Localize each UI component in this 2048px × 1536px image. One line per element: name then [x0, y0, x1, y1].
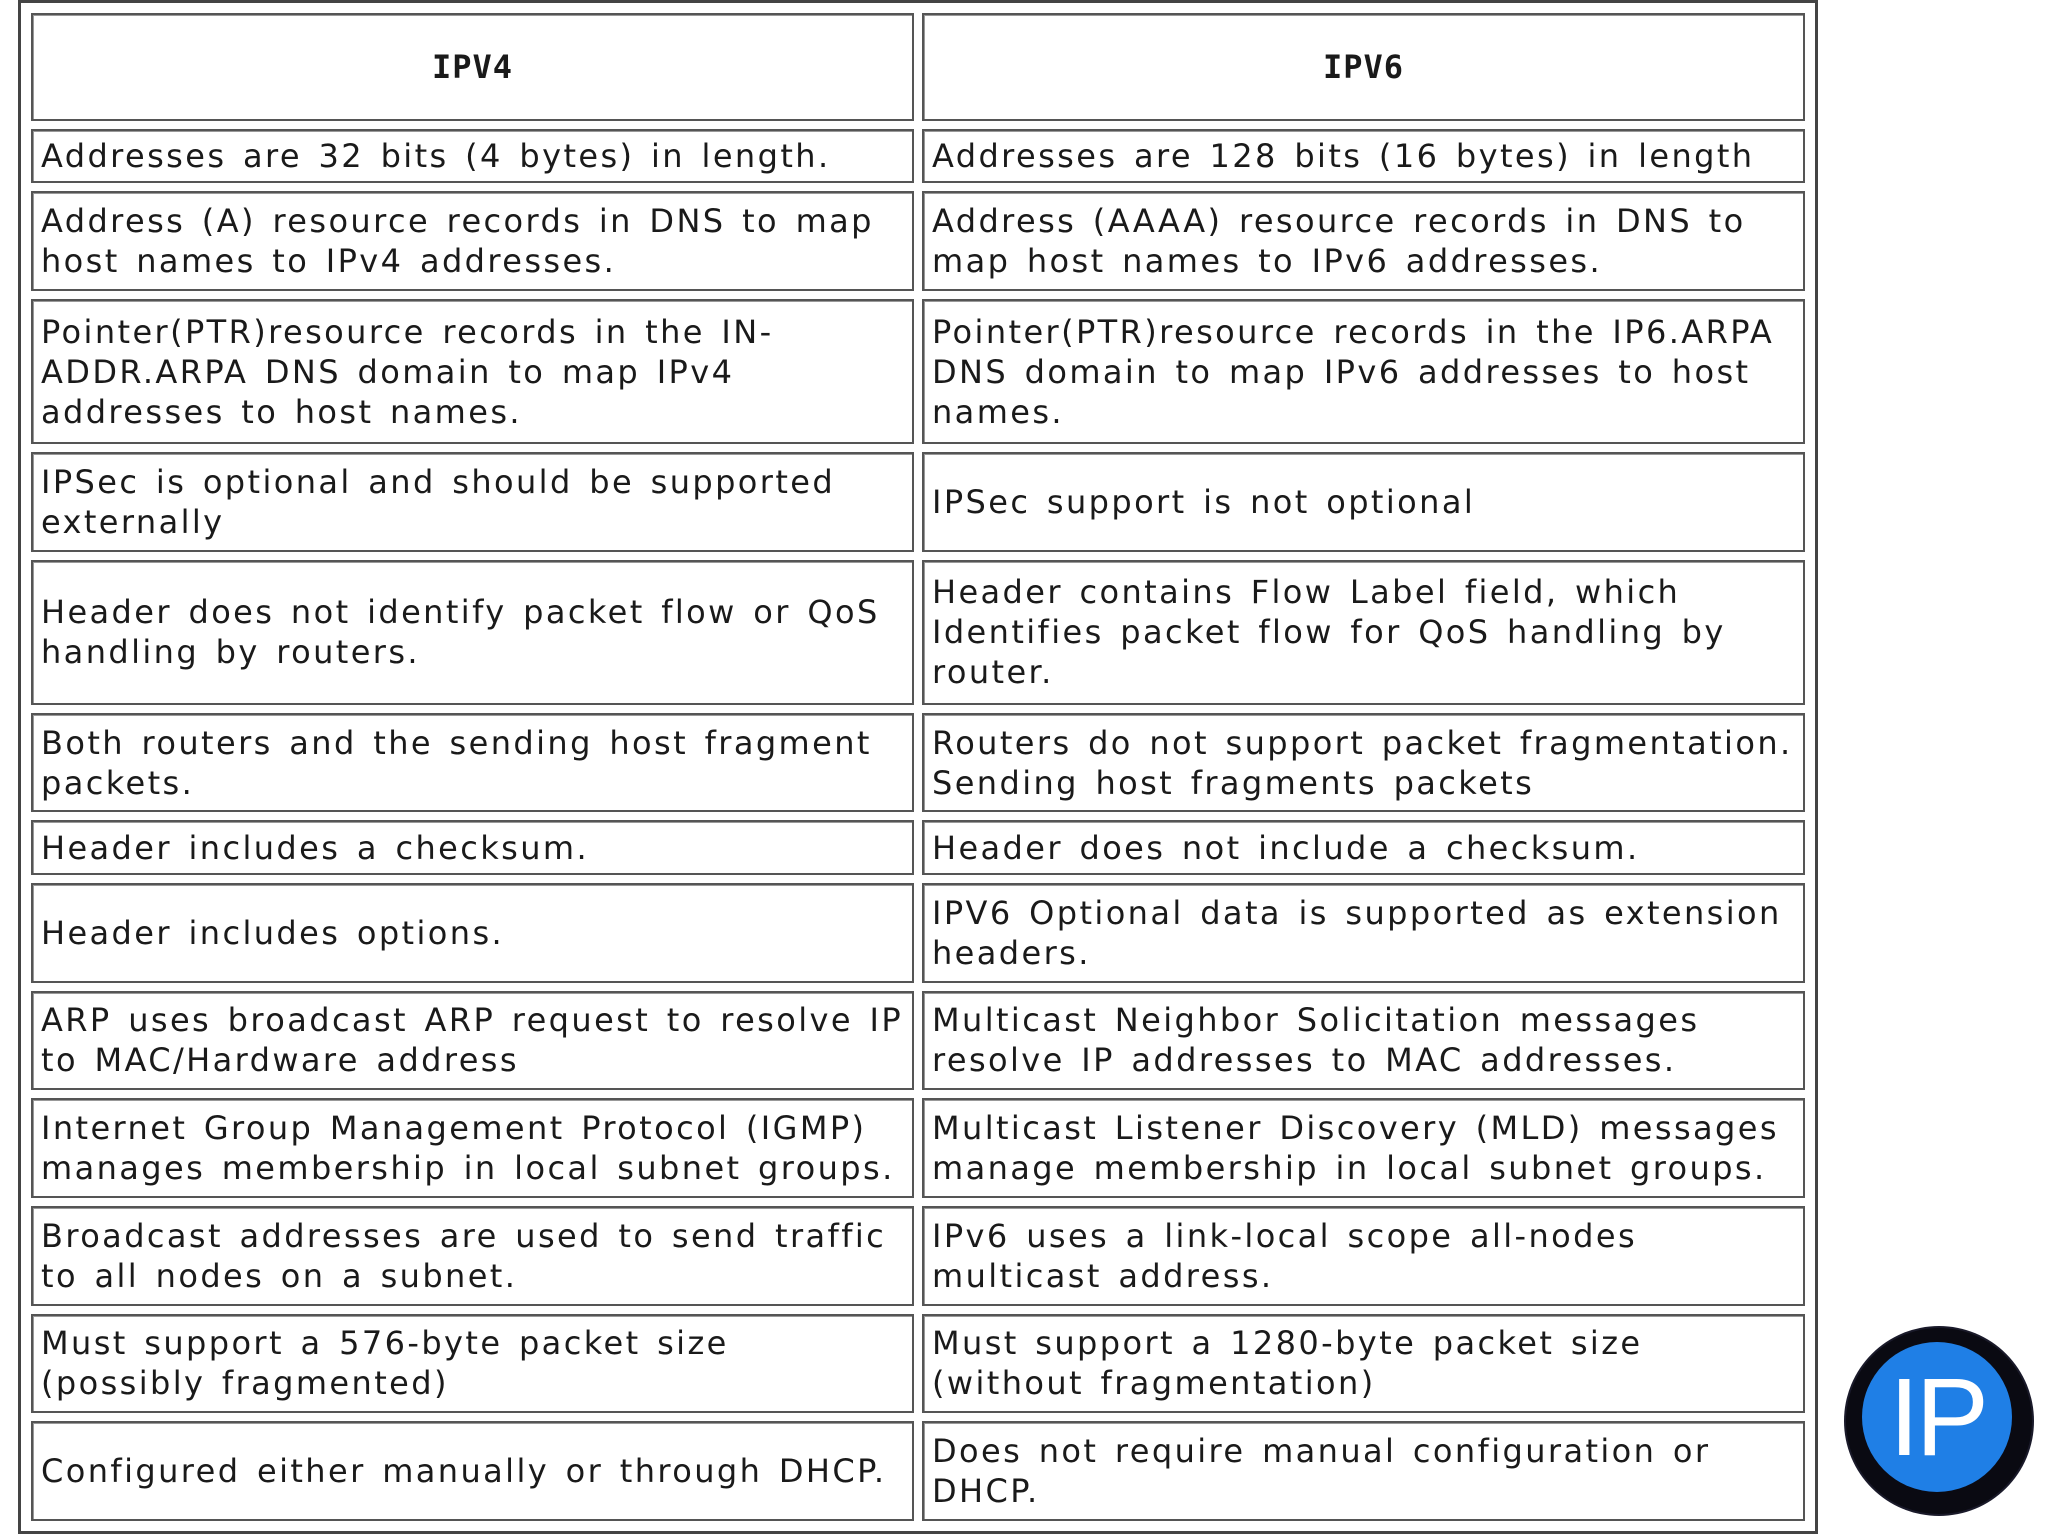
- table-header-row: [31, 13, 1805, 121]
- table-row: [31, 560, 1805, 705]
- ipv6-cell: Multicast Neighbor Solicitation messages resolve IP addresses to MAC addresses.: [922, 991, 1805, 1091]
- table-row: [31, 452, 1805, 552]
- ipv6-cell: Header does not include a checksum.: [922, 820, 1805, 874]
- table-row: [31, 883, 1805, 983]
- ipv6-cell: Address (AAAA) resource records in DNS to map host names to IPv6 addresses.: [922, 191, 1805, 291]
- table-row: [31, 1421, 1805, 1521]
- ipv4-cell: Address (A) resource records in DNS to map host names to IPv4 addresses.: [31, 191, 914, 291]
- ipv4-cell: Both routers and the sending host fragment packets.: [31, 713, 914, 813]
- ipv4-cell: Header includes options.: [31, 883, 914, 983]
- comparison-table-frame: [18, 0, 1818, 1534]
- ipv6-cell: IPSec support is not optional: [922, 452, 1805, 552]
- table-row: [31, 713, 1805, 813]
- ipv4-cell: Broadcast addresses are used to send traffic to all nodes on a subnet.: [31, 1206, 914, 1306]
- ipv6-cell: Header contains Flow Label field, which Identifies packet flow for QoS handling by router.: [922, 560, 1805, 705]
- table-row: [31, 1098, 1805, 1198]
- table-row: [31, 1206, 1805, 1306]
- table-row: [31, 191, 1805, 291]
- header-ipv6: IPV6: [922, 13, 1805, 121]
- ipv4-cell: Must support a 576-byte packet size (possibly fragmented): [31, 1314, 914, 1414]
- ipv6-cell: Multicast Listener Discovery (MLD) messages manage membership in local subnet groups.: [922, 1098, 1805, 1198]
- ipv4-ipv6-comparison-table: [23, 5, 1813, 1529]
- ipv4-cell: Header includes a checksum.: [31, 820, 914, 874]
- ipv6-cell: IPV6 Optional data is supported as extension headers.: [922, 883, 1805, 983]
- ipv6-cell: Must support a 1280-byte packet size (without fragmentation): [922, 1314, 1805, 1414]
- header-ipv4: IPV4: [31, 13, 914, 121]
- ip-logo-badge: [1846, 1328, 2032, 1514]
- ipv6-cell: IPv6 uses a link-local scope all-nodes multicast address.: [922, 1206, 1805, 1306]
- ip-logo-icon: [1862, 1342, 2012, 1492]
- ipv4-cell: IPSec is optional and should be supported externally: [31, 452, 914, 552]
- ipv4-cell: Header does not identify packet flow or QoS handling by routers.: [31, 560, 914, 705]
- ipv4-cell: Internet Group Management Protocol (IGMP) manages membership in local subnet groups.: [31, 1098, 914, 1198]
- table-row: [31, 299, 1805, 444]
- ipv6-cell: Pointer(PTR)resource records in the IP6.ARPA DNS domain to map IPv6 addresses to host names.: [922, 299, 1805, 444]
- table-row: [31, 1314, 1805, 1414]
- ipv4-cell: Pointer(PTR)resource records in the IN-ADDR.ARPA DNS domain to map IPv4 addresses to host names.: [31, 299, 914, 444]
- ipv4-cell: Configured either manually or through DHCP.: [31, 1421, 914, 1521]
- ipv6-cell: Routers do not support packet fragmentation. Sending host fragments packets: [922, 713, 1805, 813]
- ipv4-cell: ARP uses broadcast ARP request to resolve IP to MAC/Hardware address: [31, 991, 914, 1091]
- table-row: [31, 820, 1805, 874]
- ipv4-cell: Addresses are 32 bits (4 bytes) in length.: [31, 129, 914, 183]
- table-row: [31, 991, 1805, 1091]
- table-row: [31, 129, 1805, 183]
- ip-logo-label: IP: [1889, 1355, 1985, 1479]
- ipv6-cell: Addresses are 128 bits (16 bytes) in length: [922, 129, 1805, 183]
- ipv6-cell: Does not require manual configuration or DHCP.: [922, 1421, 1805, 1521]
